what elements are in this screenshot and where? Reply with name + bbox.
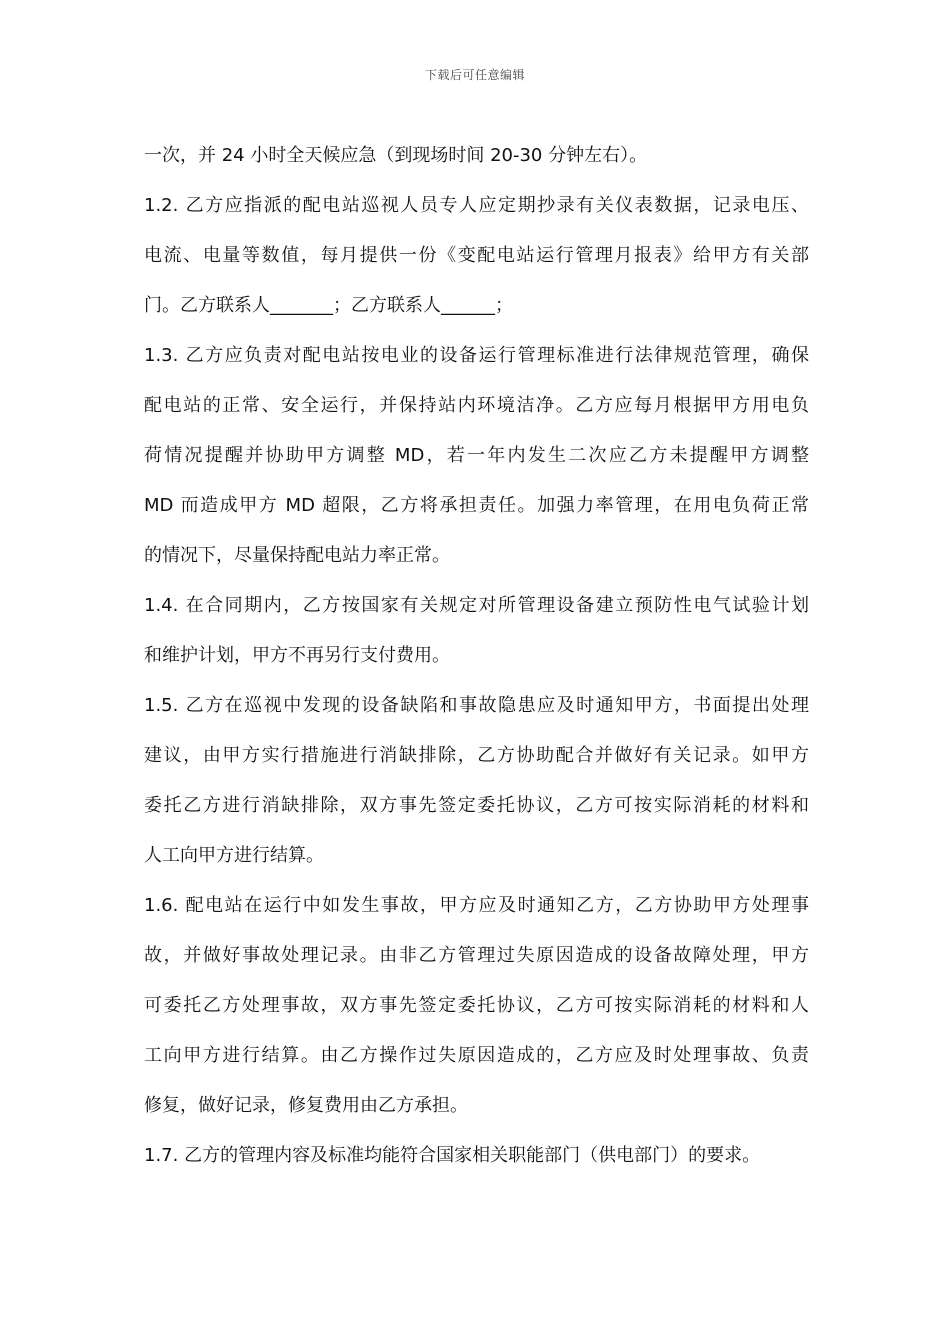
text-line: 委托乙方进行消缺排除，双方事先签定委托协议，乙方可按实际消耗的材料和 — [144, 795, 809, 816]
text-line: 一次，并 24 小时全天候应急（到现场时间 20-30 分钟左右）。 — [144, 145, 648, 166]
text-line: 人工向甲方进行结算。 — [144, 845, 324, 866]
document-body — [144, 131, 809, 1181]
text-line: 配电站的正常、安全运行，并保持站内环境洁净。乙方应每月根据甲方用电负 — [144, 395, 809, 416]
text-line: 荷情况提醒并协助甲方调整 MD，若一年内发生二次应乙方未提醒甲方调整 — [144, 445, 809, 466]
text-line: 和维护计划，甲方不再另行支付费用。 — [144, 645, 450, 666]
paragraph-1-6 — [144, 881, 809, 1131]
text-line: 修复，做好记录，修复费用由乙方承担。 — [144, 1095, 468, 1116]
text-line: 1.6. 配电站在运行中如发生事故，甲方应及时通知乙方，乙方协助甲方处理事 — [144, 895, 809, 916]
text-line: 工向甲方进行结算。由乙方操作过失原因造成的，乙方应及时处理事故、负责 — [144, 1045, 809, 1066]
text-line: 1.7. 乙方的管理内容及标准均能符合国家相关职能部门（供电部门）的要求。 — [144, 1145, 761, 1166]
text-line: 建议，由甲方实行措施进行消缺排除，乙方协助配合并做好有关记录。如甲方 — [144, 745, 809, 766]
paragraph-1-7 — [144, 1131, 809, 1181]
paragraph-1-2 — [144, 181, 809, 331]
paragraph-1-5 — [144, 681, 809, 881]
text-line: 1.2. 乙方应指派的配电站巡视人员专人应定期抄录有关仪表数据，记录电压、 — [144, 195, 809, 216]
text-line: 1.3. 乙方应负责对配电站按电业的设备运行管理标准进行法律规范管理，确保 — [144, 345, 809, 366]
text-line: 故，并做好事故处理记录。由非乙方管理过失原因造成的设备故障处理，甲方 — [144, 945, 809, 966]
text-line: 电流、电量等数值，每月提供一份《变配电站运行管理月报表》给甲方有关部 — [144, 245, 809, 266]
text-line: 可委托乙方处理事故，双方事先签定委托协议，乙方可按实际消耗的材料和人 — [144, 995, 809, 1016]
paragraph-1-4 — [144, 581, 809, 681]
text-line: 门。乙方联系人_______；乙方联系人______； — [144, 295, 513, 316]
text-line: 的情况下，尽量保持配电站力率正常。 — [144, 545, 450, 566]
paragraph-continuation — [144, 131, 809, 181]
paragraph-1-3 — [144, 331, 809, 581]
text-line: 1.4. 在合同期内，乙方按国家有关规定对所管理设备建立预防性电气试验计划 — [144, 595, 809, 616]
text-line: 1.5. 乙方在巡视中发现的设备缺陷和事故隐患应及时通知甲方，书面提出处理 — [144, 695, 809, 716]
page-header: 下载后可任意编辑 — [424, 68, 525, 82]
text-line: MD 而造成甲方 MD 超限，乙方将承担责任。加强力率管理，在用电负荷正常 — [144, 495, 809, 516]
